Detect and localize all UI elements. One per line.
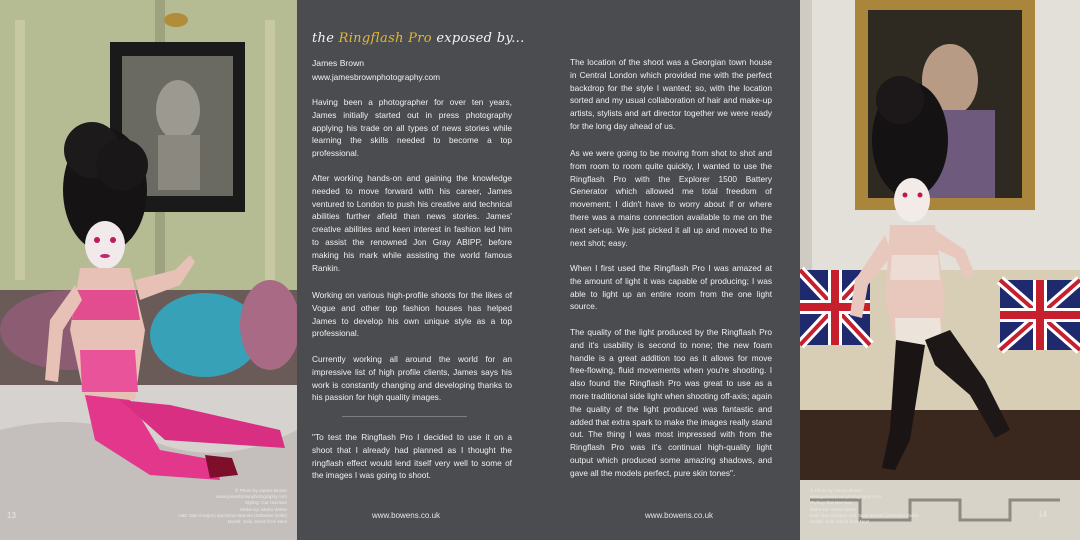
- left-paragraph-3: Working on various high-profile shoots for the likes of Vogue and other top fashion houses has helped James to develop his own unique style as a top professional.: [312, 290, 512, 339]
- page-number-right: 14: [1038, 510, 1047, 519]
- left-paragraph-4: Currently working all around the world for an impressive list of high profile clients, James says his work is constantly changing and developing thanks to his passion for high quality images.: [312, 354, 512, 403]
- left-paragraph-5: "To test the Ringflash Pro I decided to use it on a shoot that I already had planned as I thought the ringflash effect would lend itself very well to some of the images I was going to shoot.: [312, 432, 512, 481]
- right-photo-credit: © Photo by James Brown www.jamesbrownphotography.com Styling: Cat Harrison Make-Up: Maria Wiese Hair: Dan Gregory and Dean Barnes (Zebedee Dalle) Model: Julia Johns from Next: [810, 488, 919, 525]
- right-paragraph-3: When I first used the Ringflash Pro I was amazed at the amount of light it was capable of producing; I was able to light up an entire room from the one light source.: [570, 263, 772, 312]
- right-text-page: [550, 0, 800, 540]
- left-paragraph-1: Having been a photographer for over ten years, James initially started out in press photography applying his trade on all types of news stories while learning the skills needed to become a top professional.: [312, 97, 512, 159]
- heading-prefix: the: [312, 31, 335, 46]
- heading-suffix: exposed by...: [436, 31, 525, 46]
- left-photo-illustration: [0, 0, 297, 540]
- section-divider: [342, 416, 467, 417]
- right-paragraph-1: The location of the shoot was a Georgian town house in Central London which provided me with the perfect backdrop for the style I wanted; so, with the location sorted and my usual collaboration of hair and make-up artists, stylists and art director together we were ready for the long day ahead of us.: [570, 57, 772, 131]
- author-website: www.jamesbrownphotography.com: [312, 72, 441, 82]
- left-photo-credit: © Photo by James Brown www.jamesbrownphotography.com Styling: Cat Harrison Make-Up: Maria Wiese Hair: Dan Gregory and Dean Barnes (Zebedee Dalle) Model: Julia Johns from Next: [178, 488, 287, 525]
- footer-url-right: www.bowens.co.uk: [645, 511, 714, 520]
- heading-brand: Ringflash Pro: [338, 31, 432, 46]
- author-name: James Brown: [312, 58, 365, 68]
- right-paragraph-4: The quality of the light produced by the Ringflash Pro and it's usability is second to none; the new foam handle is a great addition too as it allows for move free-flowing, fluid movements when you're shooting. I also found the Ringflash Pro was great to use as a more traditional side light when shooting off-axis; again the quality of the light produced was fantastic and added that extra spark to make the images really stand out. The thing I was most impressed with from the Ringflash Pro was it's continual high-quality light output which produced some amazing shadows, and gave all the models perfect, pure skin tones".: [570, 327, 773, 478]
- right-photo-illustration: [800, 0, 1080, 540]
- left-fashion-photo: [0, 0, 297, 540]
- right-union-jack-cushion: [1000, 280, 1080, 350]
- right-fashion-photo: [800, 0, 1080, 540]
- right-paragraph-2: As we were going to be moving from shot to shot and from room to room quite quickly, I wanted to use the Ringflash Pro with the Explorer 1500 Battery Generator which allowed me total freedom of movement; I didn't have to worry about if or where there was a mains connection available to me on the next set-up. We just picked it all up and moved to the next shot; easy.: [570, 148, 772, 248]
- left-paragraph-2: After working hands-on and gaining the knowledge needed to move forward with his career, James ventured to London to push his creative and technical abilities further afield than news stories. James' creative abilities and keen interest in fashion led him to assist the renowned Jon Gray ABIPP, before making his mark while assisting the world famous Rankin.: [312, 173, 512, 273]
- footer-url-left: www.bowens.co.uk: [372, 511, 441, 520]
- page-number-left: 13: [7, 511, 16, 520]
- article-heading: [312, 33, 525, 46]
